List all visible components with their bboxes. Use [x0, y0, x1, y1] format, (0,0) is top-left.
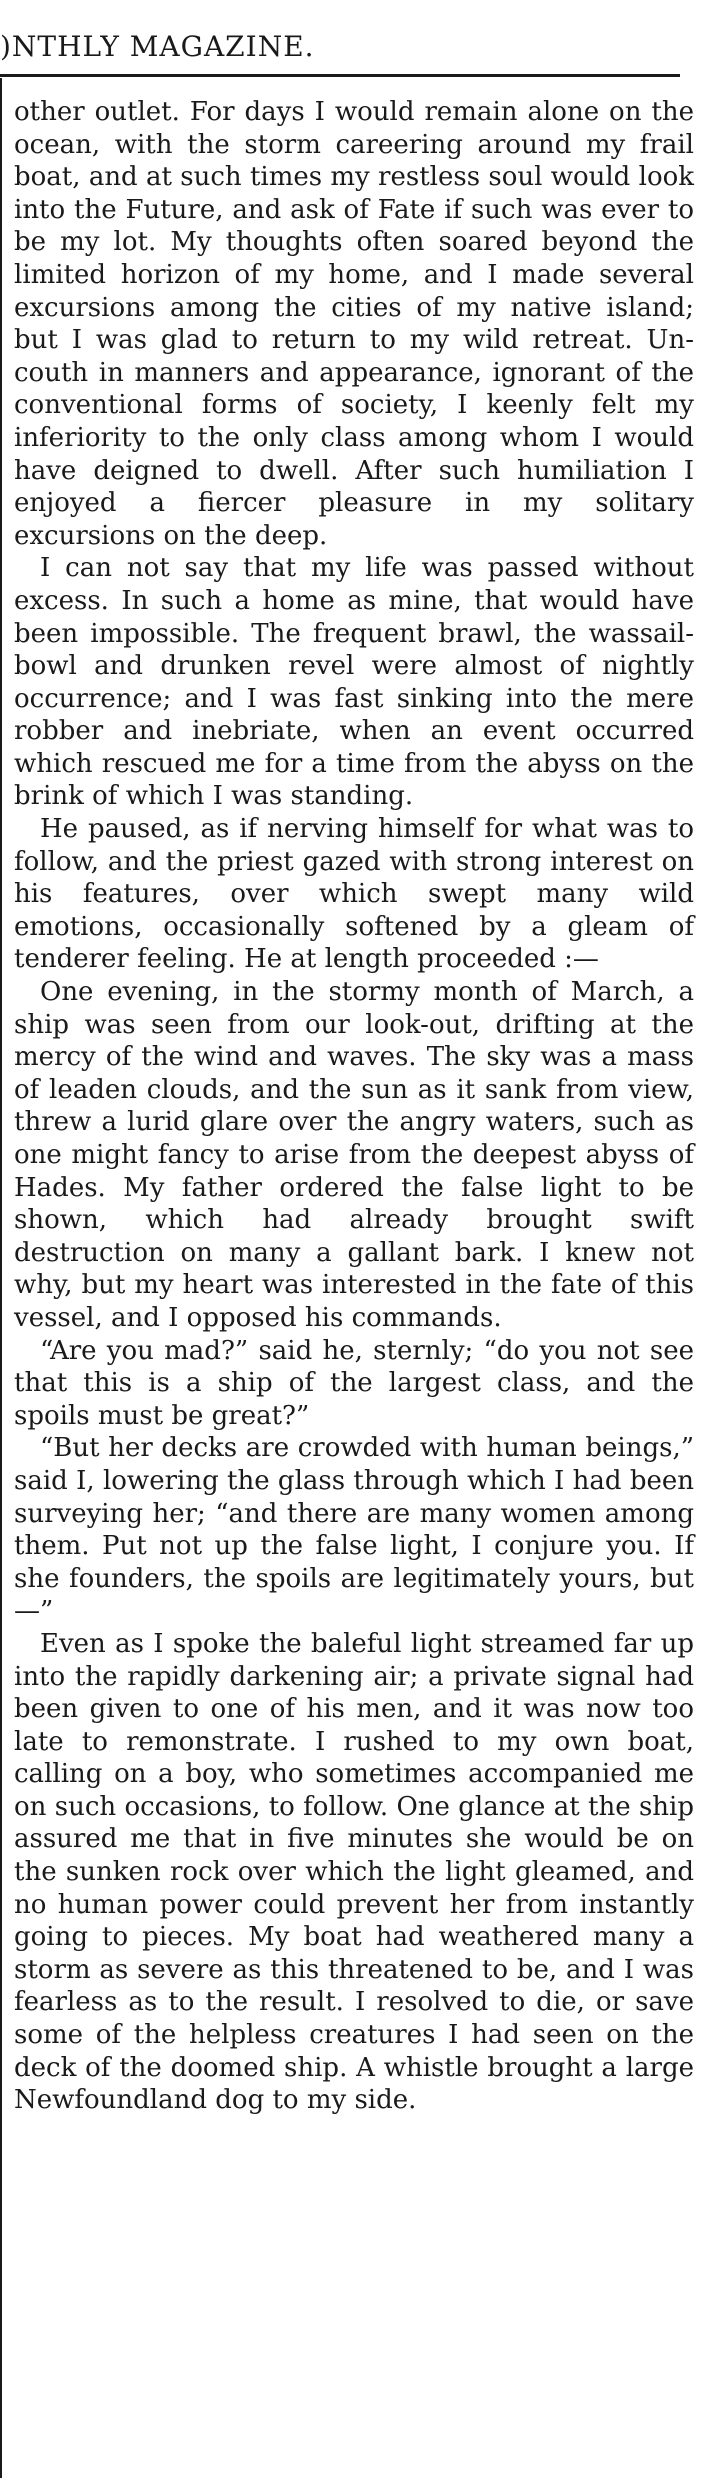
header-rule: [0, 74, 680, 77]
text-column: [14, 96, 694, 2117]
paragraph: “Are you mad?” said he, sternly; “do you not see that this is a ship of the largest class, and the spoils must be great?”: [14, 1335, 694, 1431]
running-title: )NTHLY MAGAZINE.: [0, 30, 315, 63]
paragraph: Even as I spoke the baleful light streamed far up into the rapidly darkening air; a private signal had been given to one of his men, and it was now too late to remonstrate. I rushed to my own boat, calling on a boy, who sometimes accompanied me on such occasions, to follow. One glance at the ship assured me that in five minutes she would be on the sunken rock over which the light gleamed, and no human power could prevent her from instantly going to pieces. My boat had weathered many a storm as severe as this threatened to be, and I was fearless as to the result. I resolved to die, or save some of the helpless creatures I had seen on the deck of the doomed ship. A whistle brought a large Newfoundland dog to my side.: [14, 1628, 694, 2116]
paragraph: One evening, in the stormy month of March, a ship was seen from our look-out, drifting at the mercy of the wind and waves. The sky was a mass of leaden clouds, and the sun as it sank from view, threw a lurid glare over the angry waters, such as one might fancy to arise from the deepest abyss of Hades. My father ordered the false light to be shown, which had already brought swift destruction on many a gallant bark. I knew not why, but my heart was interested in the fate of this vessel, and I opposed his commands.: [14, 977, 694, 1333]
paragraph: I can not say that my life was passed without excess. In such a home as mine, that would have been impossible. The frequent brawl, the wassail-bowl and drunken revel were almost of nightly occurrence; and I was fast sinking into the mere robber and inebriate, when an event occurred which rescued me for a time from the abyss on the brink of which I was standing.: [14, 553, 694, 812]
paragraph-continued: other outlet. For days I would remain alone on the ocean, with the storm careering around my frail boat, and at such times my restless soul would look into the Future, and ask of Fate if such was ever to be my lot. My thoughts often soared beyond the limited horizon of my home, and I made several excursions among the cities of my native island; but I was glad to return to my wild retreat. Uncouth in manners and appearance, ignorant of the conventional forms of society, I keenly felt my inferiority to the only class among whom I would have deigned to dwell. After such humiliation I enjoyed a fiercer pleasure in my solitary excursions on the deep.: [14, 97, 694, 551]
paragraph: “But her decks are crowded with human beings,” said I, lowering the glass through which I had been surveying her; “and there are many women among them. Put not up the false light, I conjure you. If she founders, the spoils are legitimately yours, but—”: [14, 1433, 694, 1627]
column-rule: [0, 78, 2, 2478]
paragraph: He paused, as if nerving himself for what was to follow, and the priest gazed with strong interest on his features, over which swept many wild emotions, occasionally softened by a gleam of tenderer feeling. He at length proceeded :—: [14, 814, 694, 975]
